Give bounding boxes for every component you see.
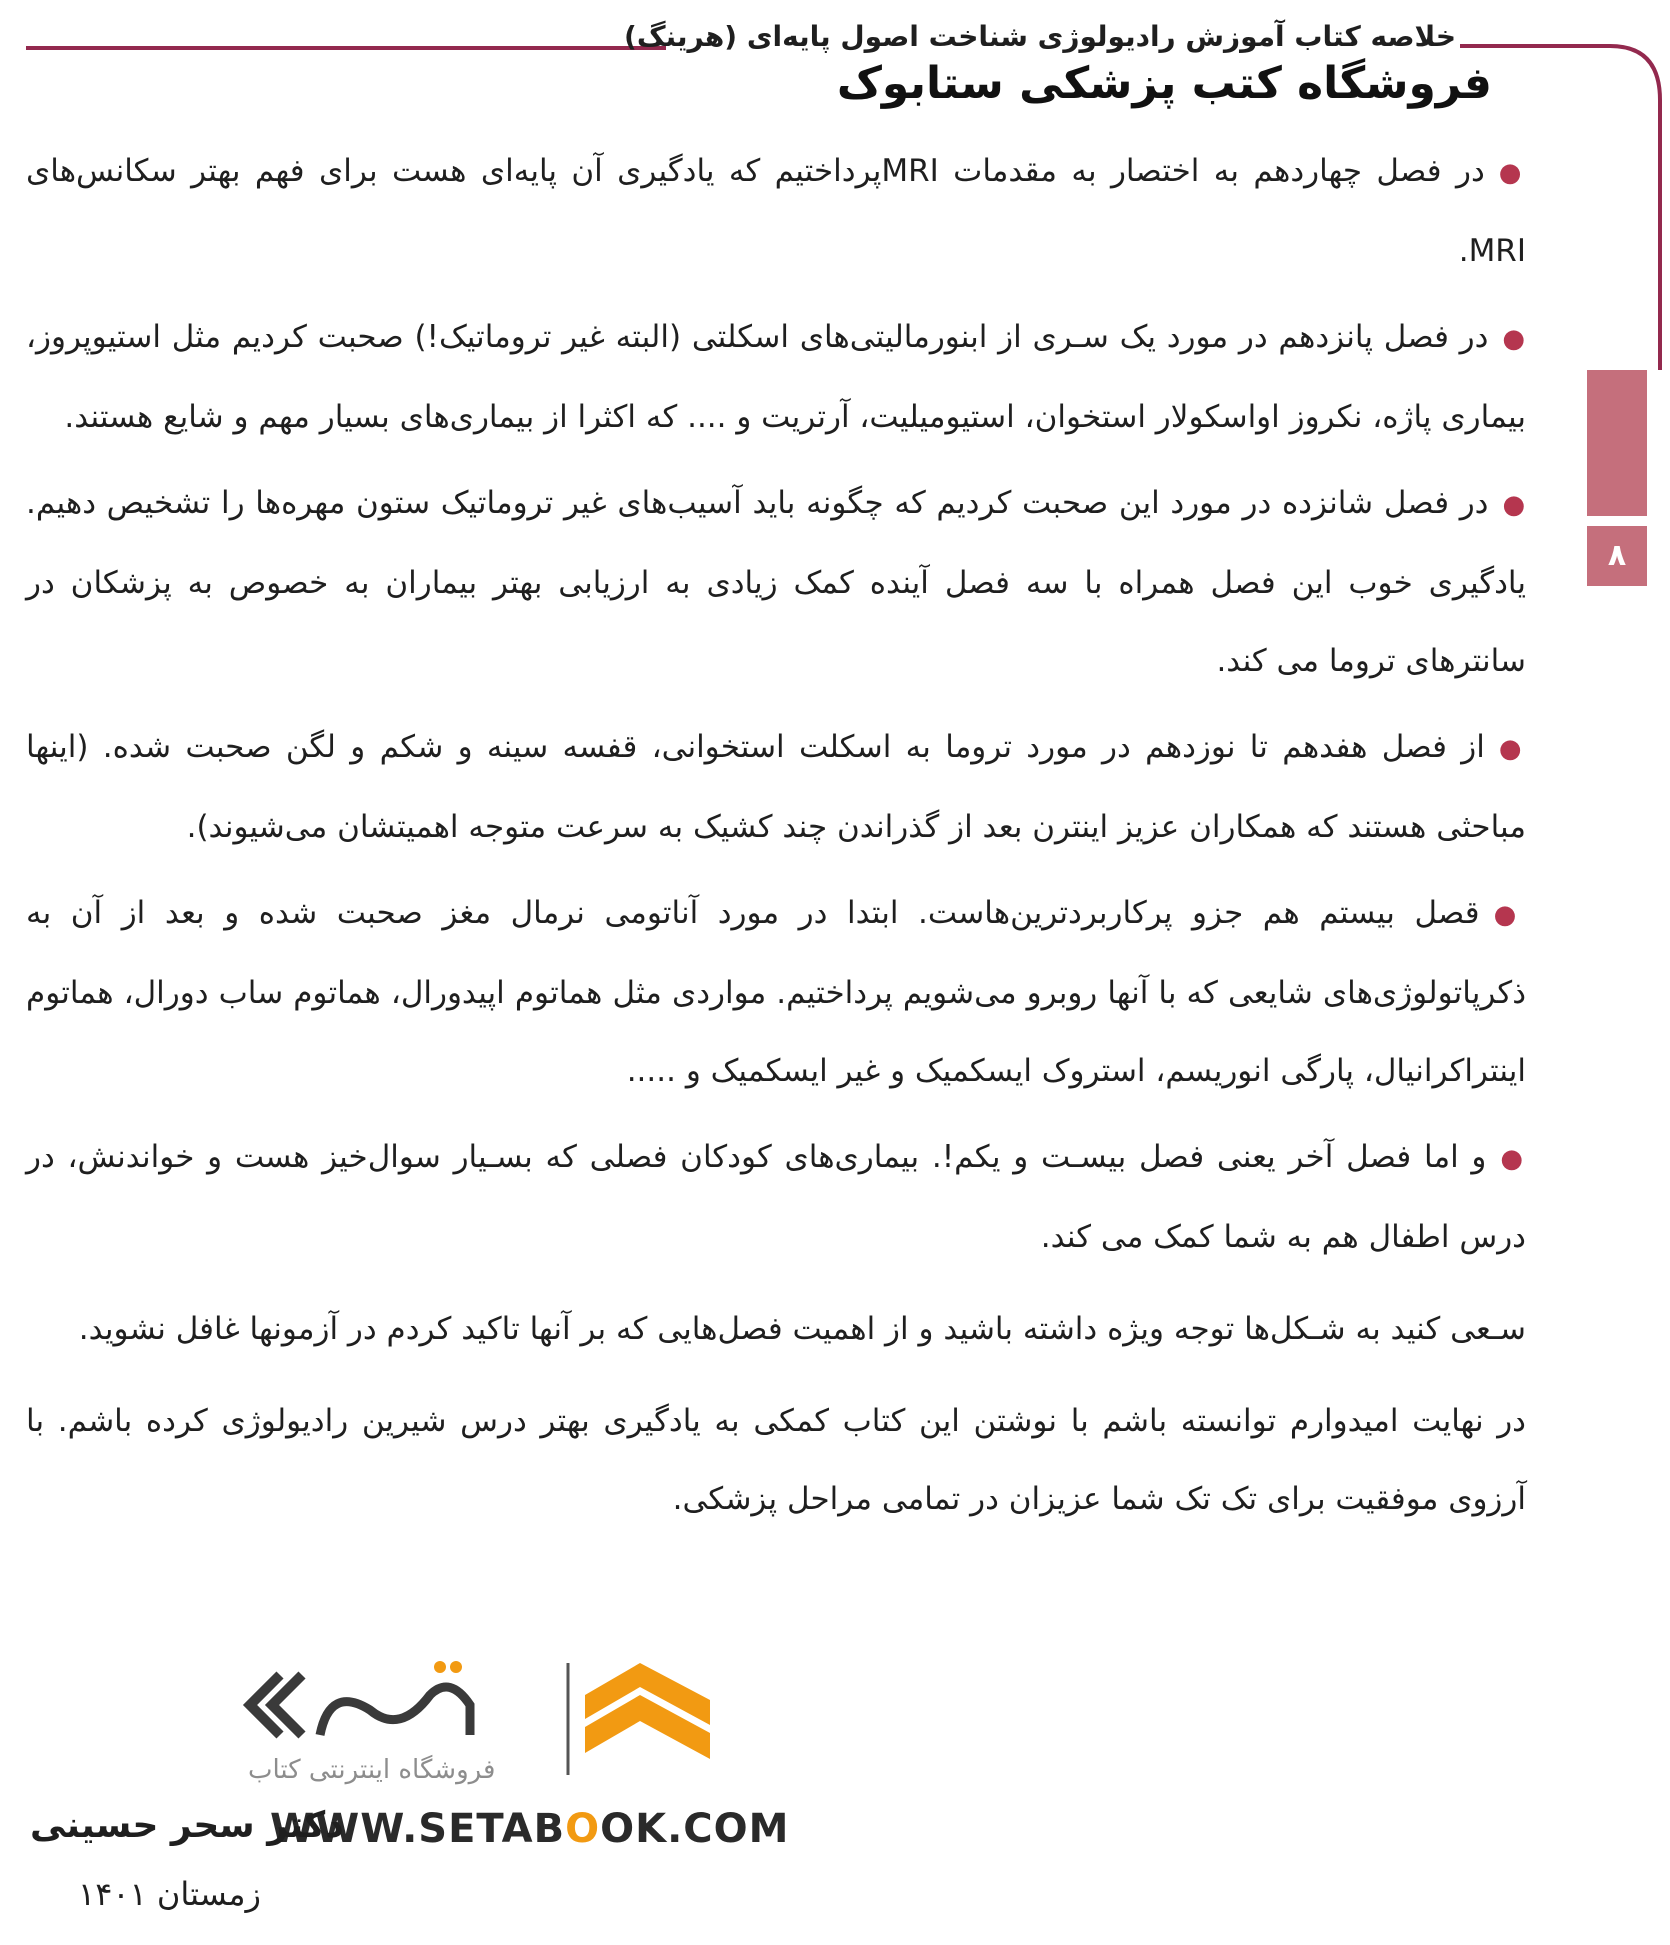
paragraph-text: در فصل شانزده در مورد این صحبت کردیم که چگونه باید آسیب‌های غیر تروماتیک ستون مهره‌ها را تشخیص دهیم. یادگیری خوب این فصل همراه با سه فصل آینده کمک زیادی به ارزیابی بهتر بیماران به خصوص به پزشکان در سانترهای تروما می کند. [26,485,1526,679]
bullet-paragraph [26,298,1526,456]
bullet-icon: ● [1502,324,1526,354]
bullet-icon: ● [1498,734,1527,764]
bullet-icon: ● [1493,900,1527,930]
bullet-icon: ● [1498,158,1526,188]
paragraph-text: قصل بیستم هم جزو پرکاربردترین‌هاست. ابتدا در مورد آناتومی نرمال مغز صحبت شده و بعد از آن به ذکرپاتولوژی‌های شایعی که با آنها روبرو می‌شویم پرداختیم. مواردی مثل هماتوم اپیدورال، هماتوم ساب دورال، هماتوم اینتراکرانیال، پارگی انوریسم، استروک ایسکمیک و غیر ایسکمیک و ..... [26,895,1526,1089]
chapter-tab [1587,370,1647,516]
bullet-icon: ● [1502,490,1527,520]
bullet-paragraph [26,874,1526,1110]
paragraph-text: از فصل هفدهم تا نوزدهم در مورد تروما به اسکلت استخوانی، قفسه سینه و شکم و لگن صحبت شده. (اینها مباحثی هستند که همکاران عزیز اینترن بعد از گذراندن چند کشیک به سرعت متوجه اهمیتشان می‌شیوند). [26,729,1526,845]
closing-paragraph: در نهایت امیدوارم توانسته باشم با نوشتن این کتاب کمکی به یادگیری بهتر درس شیرین رادیولوژی کرده باشم. با آرزوی موفقیت برای تک تک شما عزیزان در تمامی مراحل پزشکی. [26,1403,1526,1517]
paragraph-text: در فصل پانزدهم در مورد یک سـری از ابنورمالیتی‌های اسکلتی (البته غیر تروماتیک!) صحبت کردیم مثل استیوپروز، بیماری پاژه، نکروز اواسکولار استخوان، استیومیلیت، آرتریت و .... که اکثرا از بیماری‌های بسیار مهم و شایع هستند. [26,319,1526,435]
bullet-paragraph [26,464,1526,700]
bullet-paragraph [26,1118,1526,1276]
store-name: فروشگاه کتب پزشکی ستابوک [836,58,1492,109]
bullet-paragraph [26,132,1526,290]
header-rule [26,46,666,50]
signature-date: زمستان ۱۴۰۱ [78,1875,261,1913]
bullet-icon: ● [1500,1144,1526,1174]
watermark-url: WWW.SETABOOK.COM [270,1806,790,1852]
page-number: ۸ [1587,526,1647,586]
paragraph-text: در فصل چهاردهم به اختصار به مقدمات MRIپرداختیم که یادگیری آن پایه‌ای هست برای فهم بهتر سکانس‌های MRI. [26,153,1526,269]
bullet-paragraph [26,708,1526,866]
paragraph-text: و اما فصل آخر یعنی فصل بیسـت و یکم!. بیماری‌های کودکان فصلی که بسـیار سوال‌خیز هست و خواندنش، در درس اطفال هم به شما کمک می کند. [26,1139,1526,1255]
author-name: دکتر سحر حسینی [30,1805,344,1846]
body-text [26,132,1526,1546]
closing-paragraph: سـعی کنید به شـکل‌ها توجه ویژه داشته باشید و از اهمیت فصل‌هایی که بر آنها تاکید کردم در آزمونها غافل نشوید. [78,1311,1526,1347]
watermark-tagline: فروشگاه اینترنتی کتاب [248,1755,496,1785]
book-title: خلاصه کتاب آموزش رادیولوژی شناخت اصول پایه‌ای (هرینگ) [624,20,1456,53]
